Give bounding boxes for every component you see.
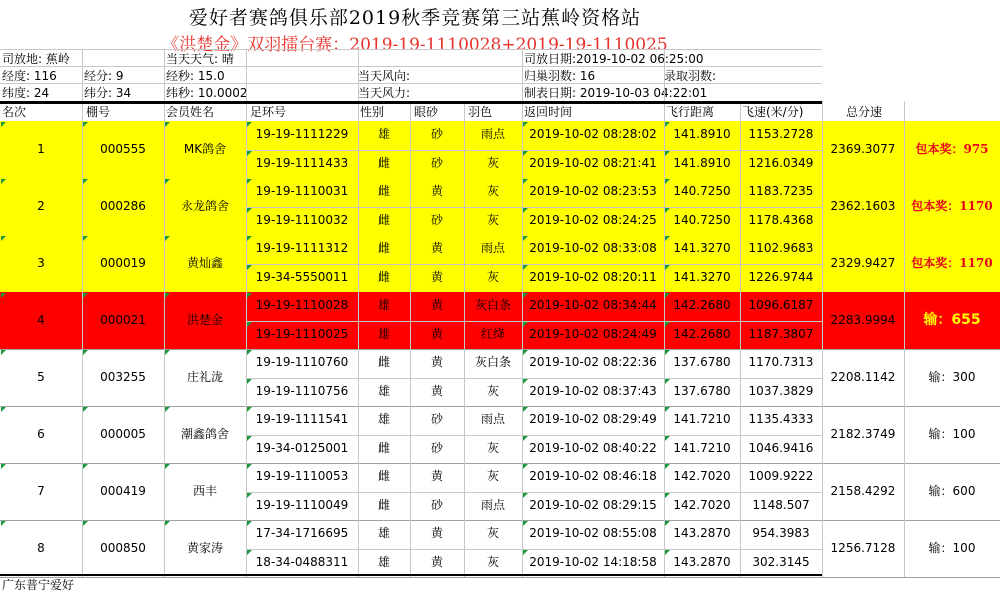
ring-number-cell: 19-19-1110025 — [255, 326, 349, 341]
comment-marker — [665, 464, 670, 469]
speed-cell: 1148.507 — [752, 497, 810, 512]
eye-cell: 黄 — [430, 269, 443, 284]
comment-marker — [247, 122, 252, 127]
speed-cell: 1102.9683 — [748, 241, 814, 256]
comment-marker — [665, 179, 670, 184]
header-loft: 棚号 — [86, 105, 111, 119]
table-date: 制表日期: 2019-10-03 04:22:01 — [524, 86, 708, 100]
prize-cell: 输：100 — [928, 426, 976, 441]
comment-marker — [165, 122, 170, 127]
release-place: 司放地: 蕉岭 — [2, 52, 70, 66]
return-time-cell: 2019-10-02 08:46:18 — [529, 469, 657, 484]
subrow-divider — [246, 492, 822, 493]
return-time-cell: 2019-10-02 08:22:36 — [529, 355, 657, 370]
eye-cell: 砂 — [430, 127, 443, 142]
total-speed-cell: 2182.3749 — [830, 426, 896, 441]
comment-marker — [523, 179, 528, 184]
ring-number-cell: 19-34-0125001 — [255, 440, 349, 455]
prize-cell: 包本奖：1170 — [911, 198, 993, 213]
speed-cell: 1096.6187 — [748, 298, 814, 313]
feather-color-cell: 灰 — [486, 184, 499, 199]
sex-cell: 雄 — [377, 526, 390, 541]
feather-color-cell: 雨点 — [480, 412, 505, 427]
comment-marker — [165, 236, 170, 241]
subrow-divider — [246, 378, 822, 379]
latitude-seconds: 纬秒: 10.0002 — [166, 86, 248, 100]
comment-marker — [165, 521, 170, 526]
comment-marker — [247, 322, 252, 327]
comment-marker — [247, 521, 252, 526]
comment-marker — [665, 236, 670, 241]
loft-cell: 000286 — [100, 198, 146, 213]
longitude: 经度: 116 — [2, 69, 57, 83]
subrow-divider — [246, 549, 822, 550]
comment-marker — [247, 464, 252, 469]
comment-marker — [665, 493, 670, 498]
speed-cell: 1226.9744 — [748, 269, 814, 284]
sex-cell: 雄 — [377, 554, 390, 569]
comment-marker — [83, 407, 88, 412]
page-title: 爱好者赛鸽俱乐部2019秋季竞赛第三站蕉岭资格站 — [188, 7, 642, 29]
sex-cell: 雌 — [377, 440, 390, 455]
sex-cell: 雄 — [377, 326, 390, 341]
distance-cell: 141.7210 — [673, 412, 731, 427]
return-time-cell: 2019-10-02 08:23:53 — [529, 184, 657, 199]
sex-cell: 雌 — [377, 184, 390, 199]
prize-cell: 输：300 — [928, 369, 976, 384]
grid-line — [358, 49, 359, 101]
speed-cell: 1187.3807 — [748, 326, 814, 341]
prize-cell: 输：600 — [928, 483, 976, 498]
comment-marker — [523, 322, 528, 327]
comment-marker — [523, 493, 528, 498]
comment-marker — [665, 151, 670, 156]
comment-marker — [247, 407, 252, 412]
longitude-seconds: 经秒: 15.0 — [166, 69, 225, 83]
distance-cell: 142.2680 — [673, 326, 731, 341]
comment-marker — [247, 236, 252, 241]
comment-marker — [665, 208, 670, 213]
feather-color-cell: 雨点 — [480, 127, 505, 142]
weather: 当天天气: 晴 — [166, 52, 234, 66]
grid-line — [82, 101, 83, 577]
comment-marker — [1, 293, 6, 298]
comment-marker — [1, 407, 6, 412]
eye-cell: 黄 — [430, 383, 443, 398]
return-time-cell: 2019-10-02 14:18:58 — [529, 554, 657, 569]
grid-line — [664, 101, 665, 577]
sex-cell: 雌 — [377, 155, 390, 170]
prize-cell: 输：100 — [928, 540, 976, 555]
member-name-cell: 庄礼泷 — [186, 369, 223, 384]
grid-line — [0, 83, 822, 84]
prize-cell: 输：655 — [923, 311, 981, 328]
member-name-cell: 洪楚金 — [186, 312, 223, 327]
comment-marker — [247, 265, 252, 270]
loft-cell: 000005 — [100, 426, 146, 441]
speed-cell: 1170.7313 — [748, 355, 814, 370]
distance-cell: 141.8910 — [673, 155, 731, 170]
distance-cell: 142.7020 — [673, 469, 731, 484]
comment-marker — [247, 379, 252, 384]
returned-count: 归巢羽数: 16 — [524, 69, 596, 83]
ring-number-cell: 18-34-0488311 — [255, 554, 349, 569]
comment-marker — [83, 293, 88, 298]
eye-cell: 砂 — [430, 440, 443, 455]
sex-cell: 雄 — [377, 383, 390, 398]
distance-cell: 143.2870 — [673, 526, 731, 541]
feather-color-cell: 灰 — [486, 383, 499, 398]
wind-force: 当天风力: — [358, 86, 411, 100]
comment-marker — [523, 293, 528, 298]
row-divider — [0, 406, 1000, 407]
speed-cell: 1183.7235 — [748, 184, 814, 199]
comment-marker — [247, 436, 252, 441]
distance-cell: 141.7210 — [673, 440, 731, 455]
member-name-cell: 黄灿鑫 — [186, 255, 223, 270]
latitude: 纬度: 24 — [2, 86, 50, 100]
comment-marker — [665, 550, 670, 555]
eye-cell: 黄 — [430, 554, 443, 569]
ring-number-cell: 19-34-5550011 — [255, 269, 349, 284]
rank-cell: 7 — [37, 483, 45, 498]
comment-marker — [83, 521, 88, 526]
ring-number-cell: 19-19-1111433 — [255, 155, 349, 170]
grid-line — [164, 101, 165, 577]
rank-cell: 1 — [37, 141, 45, 156]
loft-cell: 000419 — [100, 483, 146, 498]
row-divider — [0, 520, 1000, 521]
comment-marker — [665, 521, 670, 526]
comment-marker — [83, 236, 88, 241]
comment-marker — [165, 464, 170, 469]
grid-line — [82, 49, 83, 101]
feather-color-cell: 灰白条 — [474, 355, 511, 370]
ring-number-cell: 19-19-1111541 — [255, 412, 349, 427]
ring-number-cell: 19-19-1110032 — [255, 212, 349, 227]
comment-marker — [665, 293, 670, 298]
subrow-divider — [246, 207, 822, 208]
total-speed-cell: 1256.7128 — [830, 540, 896, 555]
return-time-cell: 2019-10-02 08:37:43 — [529, 383, 657, 398]
return-time-cell: 2019-10-02 08:24:49 — [529, 326, 657, 341]
comment-marker — [83, 464, 88, 469]
comment-marker — [523, 208, 528, 213]
rank-cell: 3 — [37, 255, 45, 270]
comment-marker — [165, 293, 170, 298]
grid-line — [0, 66, 822, 67]
ring-number-cell: 17-34-1716695 — [255, 526, 349, 541]
comment-marker — [247, 493, 252, 498]
page-subtitle: 《洪楚金》双羽擂台赛：2019-19-1110028+2019-19-1110025 — [162, 35, 668, 55]
comment-marker — [523, 550, 528, 555]
sex-cell: 雄 — [377, 412, 390, 427]
total-speed-cell: 2283.9994 — [830, 312, 896, 327]
feather-color-cell: 灰 — [486, 526, 499, 541]
feather-color-cell: 灰 — [486, 554, 499, 569]
return-time-cell: 2019-10-02 08:29:49 — [529, 412, 657, 427]
header-divider — [0, 101, 822, 104]
comment-marker — [247, 350, 252, 355]
ring-number-cell: 19-19-1111229 — [255, 127, 349, 142]
comment-marker — [665, 379, 670, 384]
subrow-divider — [246, 435, 822, 436]
eye-cell: 砂 — [430, 212, 443, 227]
total-speed-cell: 2329.9427 — [830, 255, 896, 270]
return-time-cell: 2019-10-02 08:40:22 — [529, 440, 657, 455]
speed-cell: 1178.4368 — [748, 212, 814, 227]
comment-marker — [247, 179, 252, 184]
header-sex: 性别 — [360, 105, 385, 119]
subrow-divider — [246, 321, 822, 322]
feather-color-cell: 灰 — [486, 269, 499, 284]
return-time-cell: 2019-10-02 08:33:08 — [529, 241, 657, 256]
member-name-cell: MK鸽舍 — [183, 141, 227, 156]
latitude-minutes: 纬分: 34 — [84, 86, 132, 100]
speed-cell: 954.3983 — [752, 526, 810, 541]
header-rank: 名次 — [2, 105, 27, 119]
comment-marker — [665, 350, 670, 355]
loft-cell: 000850 — [100, 540, 146, 555]
grid-line — [410, 101, 411, 577]
grid-line — [822, 101, 823, 577]
loft-cell: 000555 — [100, 141, 146, 156]
comment-marker — [1, 236, 6, 241]
eye-cell: 黄 — [430, 298, 443, 313]
comment-marker — [1, 350, 6, 355]
grid-line — [358, 101, 359, 577]
rank-cell: 4 — [37, 312, 45, 327]
comment-marker — [523, 407, 528, 412]
row-divider — [0, 463, 1000, 464]
member-name-cell: 黄家涛 — [186, 540, 223, 555]
comment-marker — [523, 464, 528, 469]
return-time-cell: 2019-10-02 08:55:08 — [529, 526, 657, 541]
total-speed-cell: 2158.4292 — [830, 483, 896, 498]
return-time-cell: 2019-10-02 08:24:25 — [529, 212, 657, 227]
feather-color-cell: 灰 — [486, 212, 499, 227]
rank-cell: 2 — [37, 198, 45, 213]
eye-cell: 砂 — [430, 412, 443, 427]
distance-cell: 137.6780 — [673, 355, 731, 370]
eye-cell: 黄 — [430, 469, 443, 484]
return-time-cell: 2019-10-02 08:34:44 — [529, 298, 657, 313]
grid-line — [522, 101, 523, 577]
distance-cell: 137.6780 — [673, 383, 731, 398]
header-ring: 足环号 — [250, 105, 287, 119]
comment-marker — [165, 179, 170, 184]
loft-cell: 000019 — [100, 255, 146, 270]
grid-line — [0, 49, 822, 50]
ring-number-cell: 19-19-1111312 — [255, 241, 349, 256]
ring-number-cell: 19-19-1110031 — [255, 184, 349, 199]
grid-line — [740, 101, 741, 577]
row-divider — [0, 577, 1000, 578]
table-bottom-border — [0, 574, 822, 576]
header-color: 羽色 — [468, 105, 493, 119]
sex-cell: 雌 — [377, 269, 390, 284]
total-speed-cell: 2369.3077 — [830, 141, 896, 156]
distance-cell: 142.2680 — [673, 298, 731, 313]
eye-cell: 砂 — [430, 497, 443, 512]
feather-color-cell: 雨点 — [480, 497, 505, 512]
comment-marker — [1, 122, 6, 127]
distance-cell: 140.7250 — [673, 212, 731, 227]
subrow-divider — [246, 150, 822, 151]
rank-cell: 6 — [37, 426, 45, 441]
comment-marker — [247, 151, 252, 156]
row-divider — [0, 349, 1000, 350]
return-time-cell: 2019-10-02 08:21:41 — [529, 155, 657, 170]
grid-line — [522, 49, 523, 101]
comment-marker — [83, 350, 88, 355]
member-name-cell: 西丰 — [192, 483, 217, 498]
prize-cell: 包本奖：975 — [915, 141, 989, 156]
feather-color-cell: 灰 — [486, 155, 499, 170]
loft-cell: 000021 — [100, 312, 146, 327]
comment-marker — [523, 521, 528, 526]
comment-marker — [665, 407, 670, 412]
grid-line — [246, 101, 247, 577]
release-date: 司放日期:2019-10-02 06:25:00 — [524, 52, 704, 66]
speed-cell: 1009.9222 — [748, 469, 814, 484]
comment-marker — [523, 379, 528, 384]
sex-cell: 雌 — [377, 241, 390, 256]
comment-marker — [247, 293, 252, 298]
return-time-cell: 2019-10-02 08:28:02 — [529, 127, 657, 142]
ring-number-cell: 19-19-1110760 — [255, 355, 349, 370]
ring-number-cell: 19-19-1110756 — [255, 383, 349, 398]
speed-cell: 1153.2728 — [748, 127, 814, 142]
grid-line — [246, 49, 247, 101]
comment-marker — [523, 151, 528, 156]
longitude-minutes: 经分: 9 — [84, 69, 124, 83]
grid-line — [164, 49, 165, 101]
comment-marker — [665, 122, 670, 127]
header-total: 总分速 — [846, 105, 883, 119]
comment-marker — [165, 350, 170, 355]
comment-marker — [523, 122, 528, 127]
total-speed-cell: 2208.1142 — [830, 369, 896, 384]
comment-marker — [523, 436, 528, 441]
distance-cell: 141.3270 — [673, 241, 731, 256]
footer-text: 广东普宁爱好 — [2, 578, 75, 592]
eye-cell: 砂 — [430, 155, 443, 170]
header-member: 会员姓名 — [166, 105, 215, 119]
comment-marker — [165, 407, 170, 412]
grid-line — [904, 101, 905, 577]
header-time: 返回时间 — [524, 105, 573, 119]
eye-cell: 黄 — [430, 241, 443, 256]
feather-color-cell: 灰 — [486, 469, 499, 484]
speed-cell: 1135.4333 — [748, 412, 814, 427]
ring-number-cell: 19-19-1110049 — [255, 497, 349, 512]
member-name-cell: 永龙鸽舍 — [180, 198, 229, 213]
comment-marker — [247, 550, 252, 555]
distance-cell: 142.7020 — [673, 497, 731, 512]
distance-cell: 141.8910 — [673, 127, 731, 142]
eye-cell: 黄 — [430, 355, 443, 370]
grid-line — [664, 49, 665, 101]
sex-cell: 雄 — [377, 127, 390, 142]
comment-marker — [523, 350, 528, 355]
feather-color-cell: 红绛 — [480, 326, 505, 341]
speed-cell: 302.3145 — [752, 554, 810, 569]
comment-marker — [247, 208, 252, 213]
sex-cell: 雄 — [377, 298, 390, 313]
ring-number-cell: 19-19-1110053 — [255, 469, 349, 484]
comment-marker — [523, 265, 528, 270]
comment-marker — [523, 236, 528, 241]
prize-cell: 包本奖：1170 — [911, 255, 993, 270]
speed-cell: 1037.3829 — [748, 383, 814, 398]
header-eye: 眼砂 — [414, 105, 439, 119]
sex-cell: 雌 — [377, 355, 390, 370]
member-name-cell: 潮鑫鸽舍 — [180, 426, 229, 441]
comment-marker — [665, 265, 670, 270]
rank-cell: 5 — [37, 369, 45, 384]
wind-direction: 当天风向: — [358, 69, 411, 83]
comment-marker — [83, 179, 88, 184]
feather-color-cell: 雨点 — [480, 241, 505, 256]
comment-marker — [1, 521, 6, 526]
speed-cell: 1046.9416 — [748, 440, 814, 455]
subrow-divider — [246, 264, 822, 265]
comment-marker — [1, 179, 6, 184]
header-distance: 飞行距离 — [666, 105, 715, 119]
feather-color-cell: 灰 — [486, 440, 499, 455]
return-time-cell: 2019-10-02 08:29:15 — [529, 497, 657, 512]
feather-color-cell: 灰白条 — [474, 298, 511, 313]
eye-cell: 黄 — [430, 184, 443, 199]
eye-cell: 黄 — [430, 526, 443, 541]
comment-marker — [665, 436, 670, 441]
sex-cell: 雌 — [377, 497, 390, 512]
rank-cell: 8 — [37, 540, 45, 555]
eye-cell: 黄 — [430, 326, 443, 341]
sex-cell: 雌 — [377, 469, 390, 484]
distance-cell: 143.2870 — [673, 554, 731, 569]
comment-marker — [1, 464, 6, 469]
distance-cell: 140.7250 — [673, 184, 731, 199]
ring-number-cell: 19-19-1110028 — [255, 298, 349, 313]
comment-marker — [83, 122, 88, 127]
recorded-count: 录取羽数: — [664, 69, 717, 83]
return-time-cell: 2019-10-02 08:20:11 — [529, 269, 657, 284]
speed-cell: 1216.0349 — [748, 155, 814, 170]
header-speed: 飞速(米/分) — [742, 105, 804, 119]
total-speed-cell: 2362.1603 — [830, 198, 896, 213]
loft-cell: 003255 — [100, 369, 146, 384]
comment-marker — [665, 322, 670, 327]
grid-line — [464, 101, 465, 577]
sex-cell: 雌 — [377, 212, 390, 227]
distance-cell: 141.3270 — [673, 269, 731, 284]
